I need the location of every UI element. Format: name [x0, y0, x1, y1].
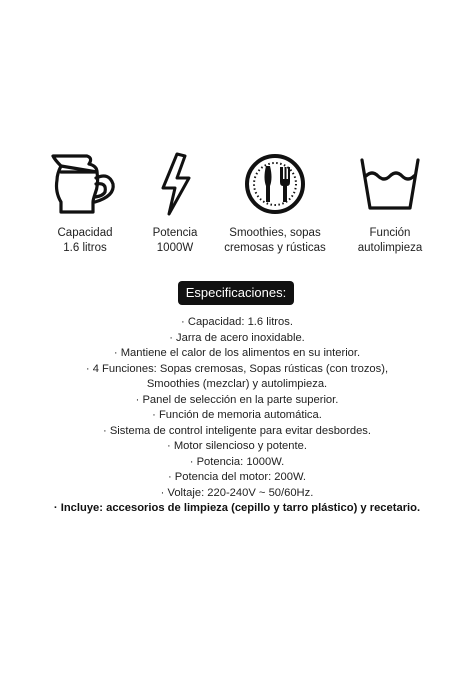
spec-item: · Motor silencioso y potente.	[167, 440, 307, 452]
feature-icons-row	[0, 150, 474, 270]
spec-item: · Mantiene el calor de los alimentos en su interior.	[113, 347, 361, 359]
feature-self-cleaning-label: Función autolimpieza	[357, 227, 423, 254]
feature-self-cleaning	[330, 150, 450, 256]
washing-tub-icon	[354, 150, 426, 218]
lightning-bolt-icon	[139, 150, 211, 218]
pitcher-icon	[49, 150, 121, 218]
spec-item: · Voltaje: 220-240V ~ 50/60Hz.	[160, 486, 314, 499]
feature-capacity-label: Capacidad 1.6 litros	[57, 227, 113, 254]
utensils-plate-icon	[239, 150, 311, 218]
spec-item: · 4 Funciones: Sopas cremosas, Sopas rústicas (con trozos), Smoothies (mezclar) y autolimpieza.	[85, 362, 389, 390]
spec-item: · Panel de selección en la parte superior.	[135, 393, 339, 406]
spec-item: · Potencia del motor: 200W.	[167, 471, 307, 483]
feature-functions	[215, 150, 335, 256]
spec-item: · Función de memoria automática.	[152, 409, 322, 421]
spec-item: · Capacidad: 1.6 litros.	[181, 316, 293, 328]
spec-item: · Jarra de acero inoxidable.	[169, 331, 305, 344]
feature-functions-label: Smoothies, sopas cremosas y rústicas	[224, 227, 326, 254]
specifications-heading: Especificaciones:	[178, 281, 294, 305]
feature-power-label: Potencia 1000W	[152, 227, 198, 254]
spec-item-includes: · Incluye: accesorios de limpieza (cepillo y tarro plástico) y recetario.	[53, 502, 421, 514]
spec-item: · Potencia: 1000W.	[189, 455, 285, 468]
spec-item: · Sistema de control inteligente para evitar desbordes.	[102, 424, 372, 437]
specifications-list	[20, 315, 454, 517]
